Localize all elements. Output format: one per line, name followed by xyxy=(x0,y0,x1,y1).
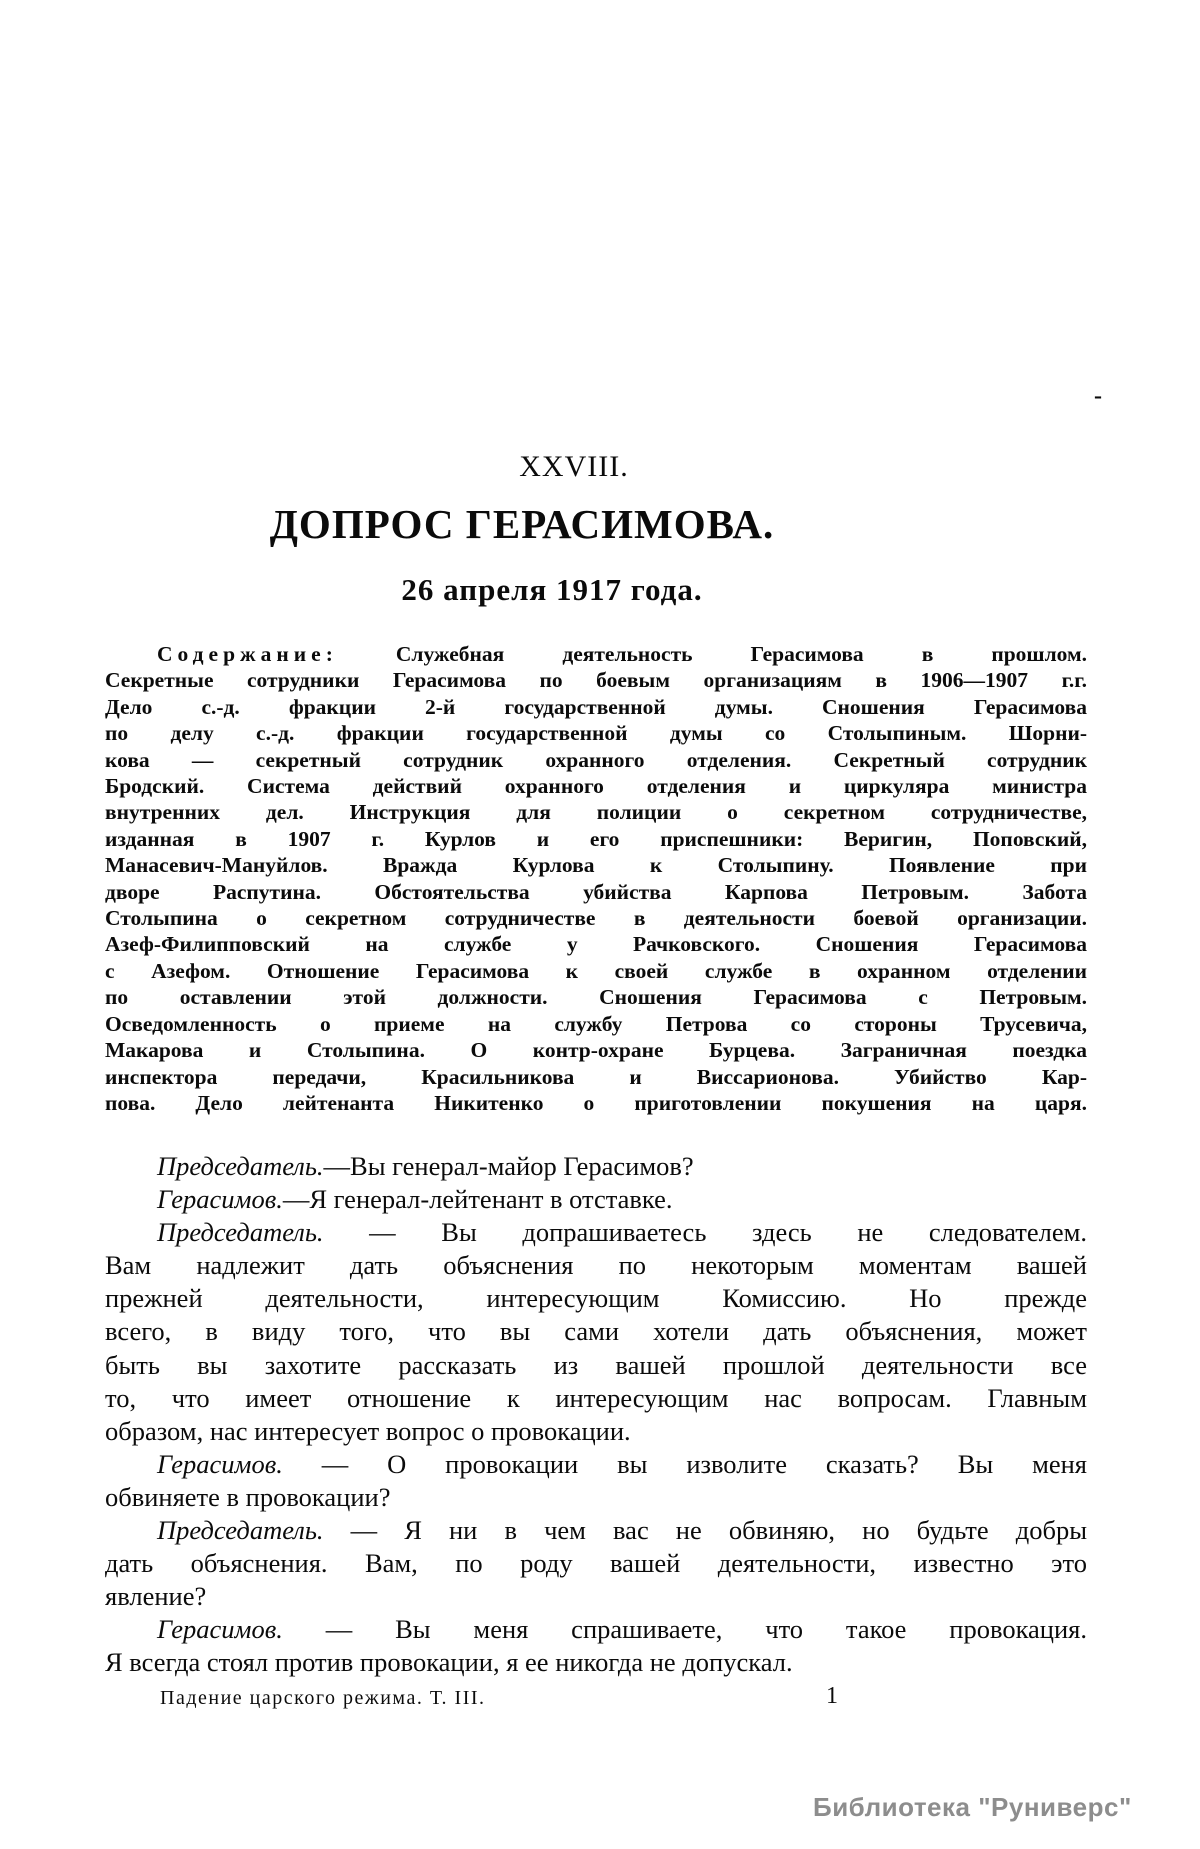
dialogue-text: — Вы меня спрашиваете, что такое провокация. xyxy=(325,1614,1087,1645)
dialogue-line xyxy=(105,1613,1087,1646)
footer-book-title: Падение царского режима. Т. III. xyxy=(160,1687,486,1709)
dialogue-text: — Я ни в чем вас не обвиняю, но будьте добры xyxy=(350,1515,1087,1546)
dialogue-line xyxy=(105,1315,1087,1348)
dialogue-line xyxy=(105,1183,1087,1216)
dialogue-text: —Вы генерал-майор Герасимов? xyxy=(323,1151,694,1181)
summary-line: по оставлении этой должности. Сношения Герасимова с Петровым. xyxy=(105,985,1087,1010)
dialogue-text: —Я генерал-лейтенант в отставке. xyxy=(282,1184,673,1215)
summary-line-text: Служебная деятельность Герасимова в прошлом. xyxy=(337,642,1087,666)
summary-line: изданная в 1907 г. Курлов и его приспешники: Веригин, Поповский, xyxy=(105,826,1087,851)
dialogue-text: Вам надлежит дать объяснения по некоторым моментам вашей xyxy=(105,1250,1087,1281)
date-subtitle: 26 апреля 1917 года. xyxy=(401,572,703,607)
summary-line: Манасевич-Мануйлов. Вражда Курлова к Столыпину. Появление при xyxy=(105,853,1087,878)
summary-line: Макарова и Столыпина. О контр-охране Бурцева. Заграничная поездка xyxy=(105,1038,1087,1063)
date-subtitle-block xyxy=(105,572,1087,608)
dialogue-line xyxy=(105,1282,1087,1315)
chapter-number: XXVIII. xyxy=(519,450,629,483)
dialogue-line xyxy=(105,1547,1087,1580)
dialogue-section xyxy=(105,1150,1087,1680)
dialogue-text: быть вы захотите рассказать из вашей прошлой деятельности все xyxy=(105,1349,1087,1380)
dialogue-line xyxy=(105,1514,1087,1547)
summary-line: по делу с.-д. фракции государственной думы со Столыпиным. Шорни- xyxy=(105,721,1087,746)
summary-line: с Азефом. Отношение Герасимова к своей службе в охранном отделении xyxy=(105,958,1087,983)
speaker-name: Председатель. xyxy=(157,1151,324,1181)
speaker-name: Герасимов. xyxy=(157,1614,326,1645)
dialogue-line xyxy=(105,1646,1087,1679)
summary-line: внутренних дел. Инструкция для полиции о секретном сотрудничестве, xyxy=(105,800,1087,825)
dialogue-line xyxy=(105,1216,1087,1249)
dialogue-text: дать объяснения. Вам, по роду вашей деятельности, известно это xyxy=(105,1548,1087,1579)
speaker-name: Герасимов. xyxy=(157,1448,322,1479)
dialogue-text: то, что имеет отношение к интересующим нас вопросам. Главным xyxy=(105,1382,1087,1413)
dialogue-line xyxy=(105,1580,1087,1613)
summary-line: дворе Распутина. Обстоятельства убийства Карпова Петровым. Забота xyxy=(105,879,1087,904)
dialogue-text: всего, в виду того, что вы сами хотели дать объяснения, может xyxy=(105,1316,1087,1347)
dialogue-line xyxy=(105,1349,1087,1382)
summary-line: Бродский. Система действий охранного отделения и циркуляра министра xyxy=(105,774,1087,799)
scan-artifact-dash: - xyxy=(1094,383,1102,409)
page-title-block xyxy=(105,500,1087,548)
summary-line: Секретные сотрудники Герасимова по боевым организациям в 1906—1907 г.г. xyxy=(105,668,1087,693)
dialogue-line xyxy=(105,1481,1087,1514)
summary-line: Дело с.-д. фракции 2-й государственной думы. Сношения Герасимова xyxy=(105,694,1087,719)
dialogue-line xyxy=(105,1150,1087,1183)
summary-line: кова — секретный сотрудник охранного отделения. Секретный сотрудник xyxy=(105,747,1087,772)
dialogue-text: — О провокации вы изволите сказать? Вы меня xyxy=(321,1448,1087,1479)
library-watermark: Библиотека "Руниверс" xyxy=(813,1792,1132,1822)
summary-line: инспектора передачи, Красильникова и Виссарионова. Убийство Кар- xyxy=(105,1064,1087,1089)
summary-section xyxy=(105,641,1087,1116)
dialogue-line xyxy=(105,1382,1087,1415)
dialogue-text: явление? xyxy=(105,1581,207,1612)
page-title: ДОПРОС ГЕРАСИМОВА. xyxy=(269,501,775,547)
dialogue-line xyxy=(105,1415,1087,1448)
summary-line: Осведомленность о приеме на службу Петрова со стороны Трусевича, xyxy=(105,1011,1087,1036)
dialogue-line xyxy=(105,1249,1087,1282)
summary-label: Содержание: xyxy=(157,642,338,666)
speaker-name: Председатель. xyxy=(157,1217,370,1248)
page-number: 1 xyxy=(826,1683,838,1709)
summary-line xyxy=(105,641,1087,667)
dialogue-text: обвиняете в провокации? xyxy=(105,1481,391,1512)
summary-line: Азеф-Филипповский на службе у Рачковского. Сношения Герасимова xyxy=(105,932,1087,957)
dialogue-text: прежней деятельности, интересующим Комиссию. Но прежде xyxy=(105,1283,1087,1314)
summary-line: пова. Дело лейтенанта Никитенко о приготовлении покушения на царя. xyxy=(105,1090,1087,1115)
dialogue-text: образом, нас интересует вопрос о провокации. xyxy=(105,1415,631,1446)
speaker-name: Герасимов. xyxy=(157,1184,283,1215)
dialogue-text: Я всегда стоял против провокации, я ее никогда не допускал. xyxy=(105,1647,793,1678)
summary-line: Столыпина о секретном сотрудничестве в деятельности боевой организации. xyxy=(105,906,1087,931)
dialogue-line xyxy=(105,1448,1087,1481)
chapter-heading xyxy=(105,450,1087,484)
dialogue-text: — Вы допрашиваетесь здесь не следователем. xyxy=(369,1217,1088,1248)
speaker-name: Председатель. xyxy=(157,1515,351,1546)
